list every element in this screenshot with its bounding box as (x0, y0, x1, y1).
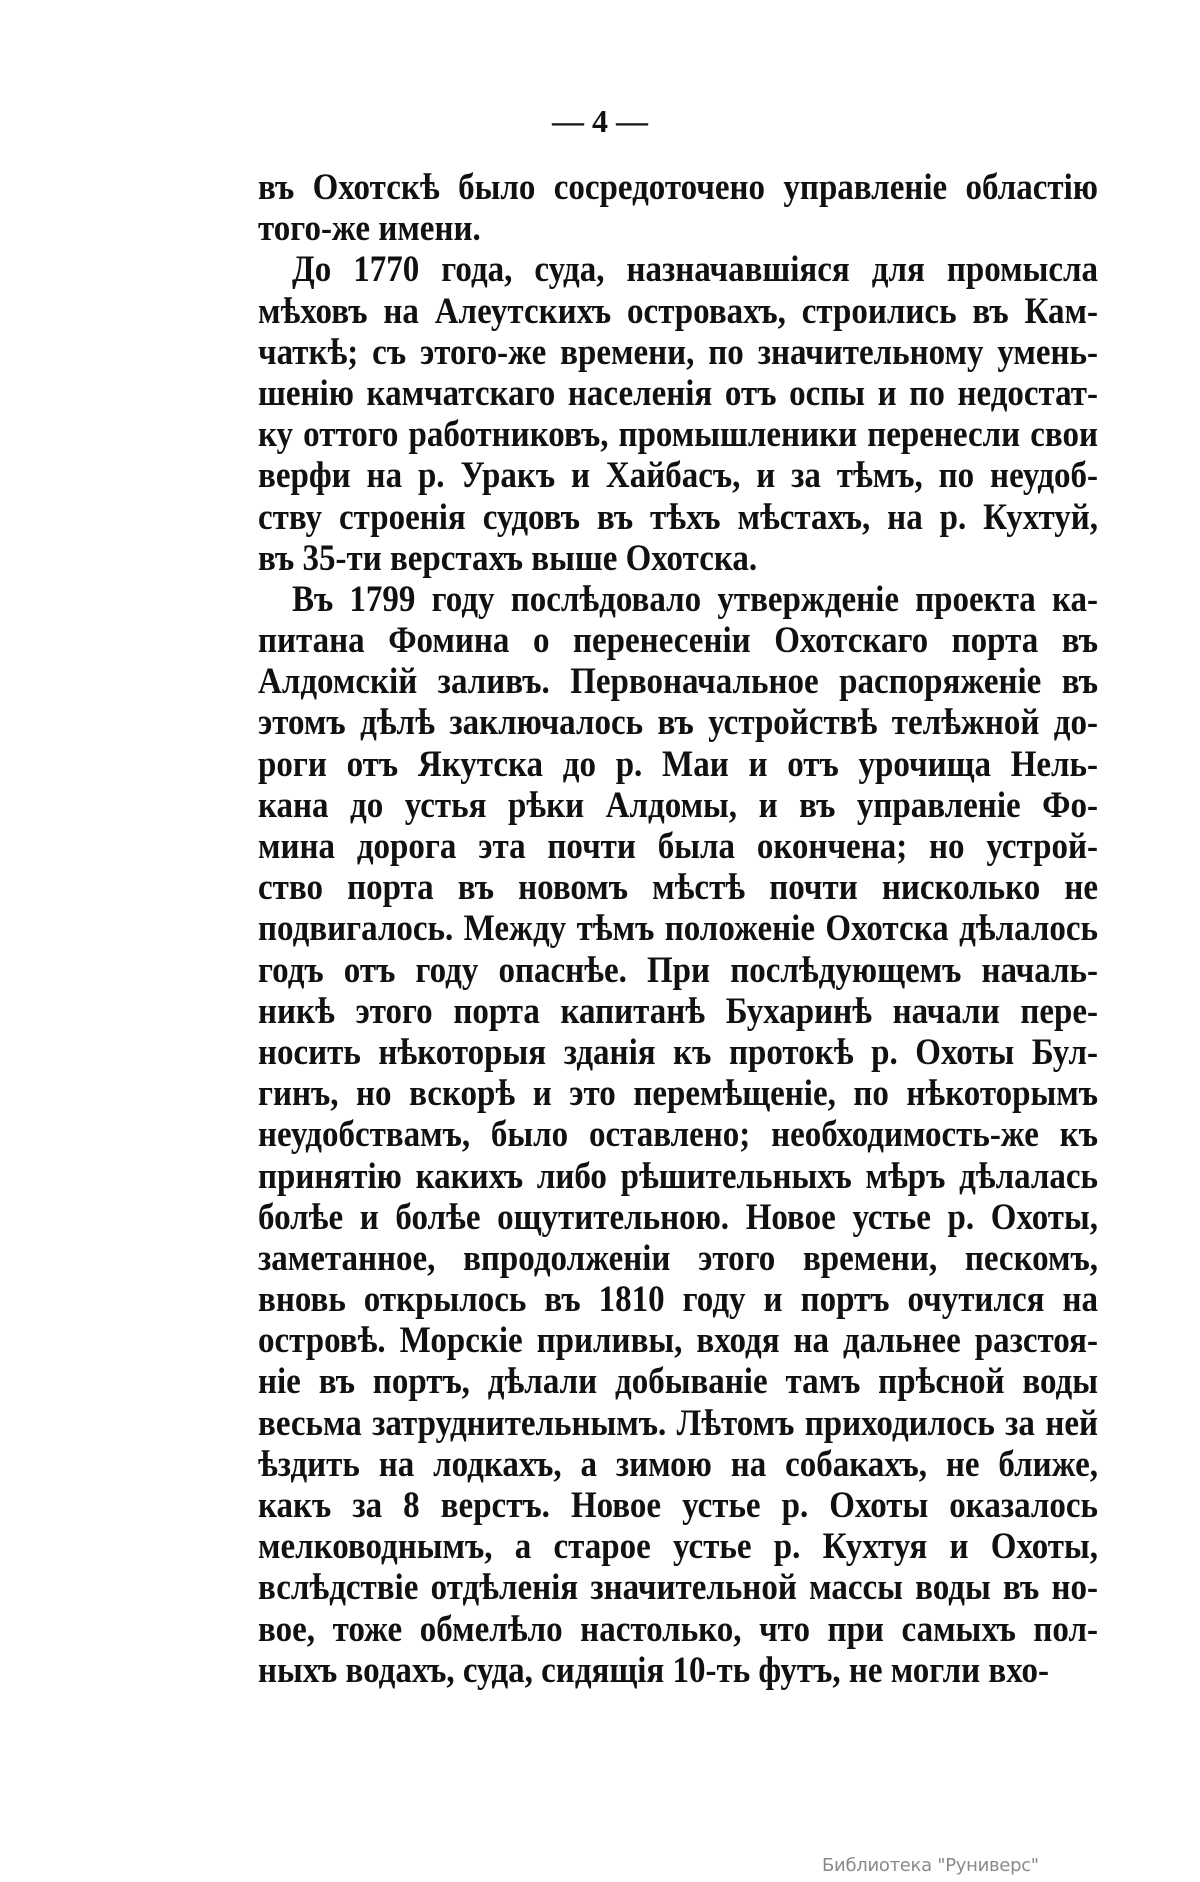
body-text (258, 168, 1098, 1692)
text-line: въ 35-ти верстахъ выше Охотска. (258, 538, 758, 579)
text-line: ство порта въ новомъ мѣстѣ почти нисколько не (258, 867, 1098, 909)
text-line: никѣ этого порта капитанѣ Бухаринѣ начали пере- (258, 991, 1098, 1032)
text-line: вслѣдствіе отдѣленія значительной массы воды въ но- (258, 1568, 1098, 1609)
paragraph (258, 580, 1098, 1692)
text-line: этомъ дѣлѣ заключалось въ устройствѣ телѣжной до- (258, 703, 1098, 744)
text-line: годъ отъ году опаснѣе. При послѣдующемъ началь- (258, 950, 1098, 991)
text-line: ныхъ водахъ, суда, сидящія 10-ть футъ, не могли вхо- (258, 1650, 1049, 1691)
text-line: До 1770 года, суда, назначавшіяся для промысла (292, 250, 1098, 291)
text-line: питана Фомина о перенесеніи Охотскаго порта въ (258, 620, 1098, 662)
text-line: Въ 1799 году послѣдовало утвержденіе проекта ка- (292, 579, 1098, 620)
text-line: шенію камчатскаго населенія отъ оспы и по недостат- (258, 373, 1098, 415)
text-line: ѣздить на лодкахъ, а зимою на собакахъ, не ближе, (258, 1444, 1098, 1485)
paragraph (258, 250, 1098, 580)
page-number: — 4 — (552, 103, 648, 139)
library-watermark: Библиотека "Руниверс" (822, 1855, 1039, 1876)
text-line: Алдомскій заливъ. Первоначальное распоряженіе въ (258, 662, 1098, 703)
paragraph (258, 168, 1098, 250)
text-line: мѣховъ на Алеутскихъ островахъ, строились въ Кам- (258, 291, 1098, 332)
text-line: заметанное, впродолженіи этого времени, пескомъ, (258, 1238, 1098, 1279)
text-line: вновь открылось въ 1810 году и портъ очутился на (258, 1279, 1098, 1321)
text-line: мина дорога эта почти была окончена; но устрой- (258, 826, 1098, 868)
text-line: болѣе и болѣе ощутительною. Новое устье р. Охоты, (258, 1197, 1098, 1238)
text-line: того-же имени. (258, 208, 481, 250)
text-line: ку оттого работниковъ, промышленики перенесли свои (258, 414, 1098, 456)
text-line: островѣ. Морскіе приливы, входя на дальнее разстоя- (258, 1321, 1098, 1362)
text-line: вое, тоже обмелѣло настолько, что при самыхъ пол- (258, 1609, 1098, 1650)
text-line: гинъ, но вскорѣ и это перемѣщеніе, по нѣкоторымъ (258, 1073, 1098, 1115)
text-line: принятію какихъ либо рѣшительныхъ мѣръ дѣлалась (258, 1156, 1098, 1197)
text-line: въ Охотскѣ было сосредоточено управленіе областію (258, 167, 1098, 209)
text-line: роги отъ Якутска до р. Маи и отъ урочища Нель- (258, 744, 1098, 785)
text-line: мелководнымъ, а старое устье р. Кухтуя и Охоты, (258, 1526, 1098, 1568)
text-line: неудобствамъ, было оставлено; необходимость-же къ (258, 1115, 1098, 1156)
text-line: ству строенія судовъ въ тѣхъ мѣстахъ, на р. Кухтуй, (258, 497, 1098, 538)
text-line: чаткѣ; съ этого-же времени, по значительному умень- (258, 332, 1098, 373)
text-line: верфи на р. Уракъ и Хайбасъ, и за тѣмъ, по неудоб- (258, 456, 1098, 497)
text-line: весьма затруднительнымъ. Лѣтомъ приходилось за ней (258, 1403, 1098, 1444)
text-line: ніе въ портъ, дѣлали добываніе тамъ прѣсной воды (258, 1362, 1098, 1403)
text-line: носить нѣкоторыя зданія къ протокѣ р. Охоты Бул- (258, 1032, 1098, 1074)
text-line: кана до устья рѣки Алдомы, и въ управленіе Фо- (258, 785, 1098, 826)
text-line: подвигалось. Между тѣмъ положеніе Охотска дѣлалось (258, 909, 1098, 950)
text-line: какъ за 8 верстъ. Новое устье р. Охоты оказалось (258, 1485, 1098, 1527)
